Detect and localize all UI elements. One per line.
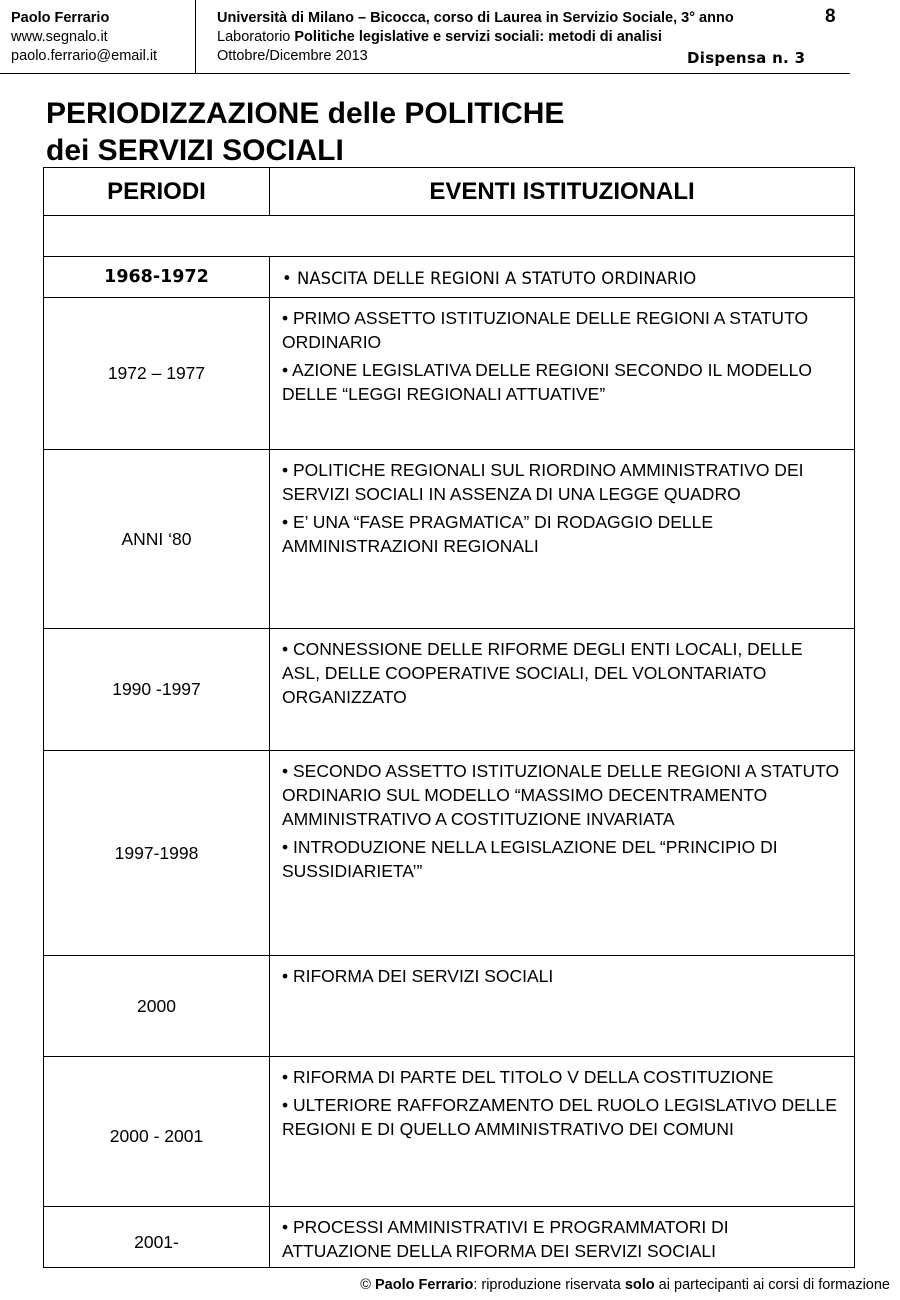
events-cell — [270, 257, 855, 298]
dispensa-label: Dispensa n. 3 — [687, 49, 806, 67]
title-line-2: dei SERVIZI SOCIALI — [46, 134, 344, 167]
events-cell — [270, 1207, 855, 1268]
event-item: • INTRODUZIONE NELLA LEGISLAZIONE DEL “PRINCIPIO DI SUSSIDIARIETA’” — [282, 837, 778, 881]
period-cell: 1997-1998 — [44, 751, 270, 956]
author-site: www.segnalo.it — [11, 29, 108, 45]
event-item: • CONNESSIONE DELLE RIFORME DEGLI ENTI LOCALI, DELLE ASL, DELLE COOPERATIVE SOCIALI, DEL VOLONTARIATO ORGANIZZATO — [282, 639, 803, 707]
page-title — [46, 95, 856, 168]
period-cell: 1972 – 1977 — [44, 298, 270, 450]
table-body — [44, 257, 855, 1268]
period-cell: 1968-1972 — [44, 257, 270, 298]
table-row — [44, 956, 855, 1057]
col-header-events: EVENTI ISTITUZIONALI — [270, 168, 855, 216]
footer-text-1: : riproduzione riservata — [473, 1277, 625, 1293]
table-row — [44, 1057, 855, 1207]
header-divider — [195, 0, 196, 74]
event-item: • E’ UNA “FASE PRAGMATICA” DI RODAGGIO DELLE AMMINISTRAZIONI REGIONALI — [282, 512, 714, 556]
course-line-1: Università di Milano – Bicocca, corso di Laurea in Servizio Sociale, 3° anno — [217, 10, 734, 26]
author-name: Paolo Ferrario — [11, 10, 110, 26]
period-cell: 2000 - 2001 — [44, 1057, 270, 1207]
events-cell — [270, 1057, 855, 1207]
event-item: • NASCITA DELLE REGIONI A STATUTO ORDINARIO — [282, 269, 697, 288]
table-row — [44, 257, 855, 298]
author-block — [11, 9, 157, 66]
events-cell — [270, 298, 855, 450]
periods-table — [43, 167, 855, 1268]
event-item: • PROCESSI AMMINISTRATIVI E PROGRAMMATORI DI ATTUAZIONE DELLA RIFORMA DEI SERVIZI SOCIALI — [282, 1217, 729, 1261]
header-rule — [0, 73, 850, 74]
footer-name: Paolo Ferrario — [375, 1277, 474, 1293]
course-line-3: Ottobre/Dicembre 2013 — [217, 48, 368, 64]
page-header — [0, 0, 900, 74]
event-item: • PRIMO ASSETTO ISTITUZIONALE DELLE REGIONI A STATUTO ORDINARIO — [282, 308, 809, 352]
event-item: • AZIONE LEGISLATIVA DELLE REGIONI SECONDO IL MODELLO DELLE “LEGGI REGIONALI ATTUATIVE” — [282, 360, 812, 404]
events-cell — [270, 751, 855, 956]
period-cell: 2000 — [44, 956, 270, 1057]
events-cell — [270, 629, 855, 751]
footer-copy: © — [360, 1277, 376, 1293]
table-row — [44, 298, 855, 450]
table-row — [44, 1207, 855, 1268]
course-line-2-prefix: Laboratorio — [217, 29, 295, 45]
event-item: • POLITICHE REGIONALI SUL RIORDINO AMMINISTRATIVO DEI SERVIZI SOCIALI IN ASSENZA DI UNA LEGGE QUADRO — [282, 460, 804, 504]
table-header-row — [44, 168, 855, 216]
event-item: • SECONDO ASSETTO ISTITUZIONALE DELLE REGIONI A STATUTO ORDINARIO SUL MODELLO “MASSIMO DECENTRAMENTO AMMINISTRATIVO A COSTITUZIONE INVARIATA — [282, 761, 840, 829]
event-item: • RIFORMA DEI SERVIZI SOCIALI — [282, 966, 554, 986]
spacer-row — [44, 216, 855, 257]
events-cell — [270, 450, 855, 629]
col-header-periods: PERIODI — [44, 168, 270, 216]
table-row — [44, 751, 855, 956]
event-item: • RIFORMA DI PARTE DEL TITOLO V DELLA COSTITUZIONE — [282, 1067, 774, 1087]
course-line-2-bold: Politiche legislative e servizi sociali: metodi di analisi — [294, 29, 662, 45]
table-row — [44, 450, 855, 629]
events-cell — [270, 956, 855, 1057]
footer-text-2: ai partecipanti ai corsi di formazione — [654, 1277, 890, 1293]
page-footer — [360, 1277, 890, 1293]
course-line-2 — [217, 28, 817, 47]
author-email: paolo.ferrario@email.it — [11, 48, 158, 64]
footer-solo: solo — [624, 1277, 655, 1293]
period-cell: 1990 -1997 — [44, 629, 270, 751]
table-row — [44, 629, 855, 751]
event-item: • ULTERIORE RAFFORZAMENTO DEL RUOLO LEGISLATIVO DELLE REGIONI E DI QUELLO AMMINISTRATIVO DEI COMUNI — [282, 1095, 837, 1139]
spacer-cell — [44, 216, 855, 257]
title-line-1: PERIODIZZAZIONE delle POLITICHE — [46, 97, 565, 130]
period-cell: ANNI ‘80 — [44, 450, 270, 629]
period-cell: 2001- — [44, 1207, 270, 1268]
page-number: 8 — [825, 6, 836, 27]
